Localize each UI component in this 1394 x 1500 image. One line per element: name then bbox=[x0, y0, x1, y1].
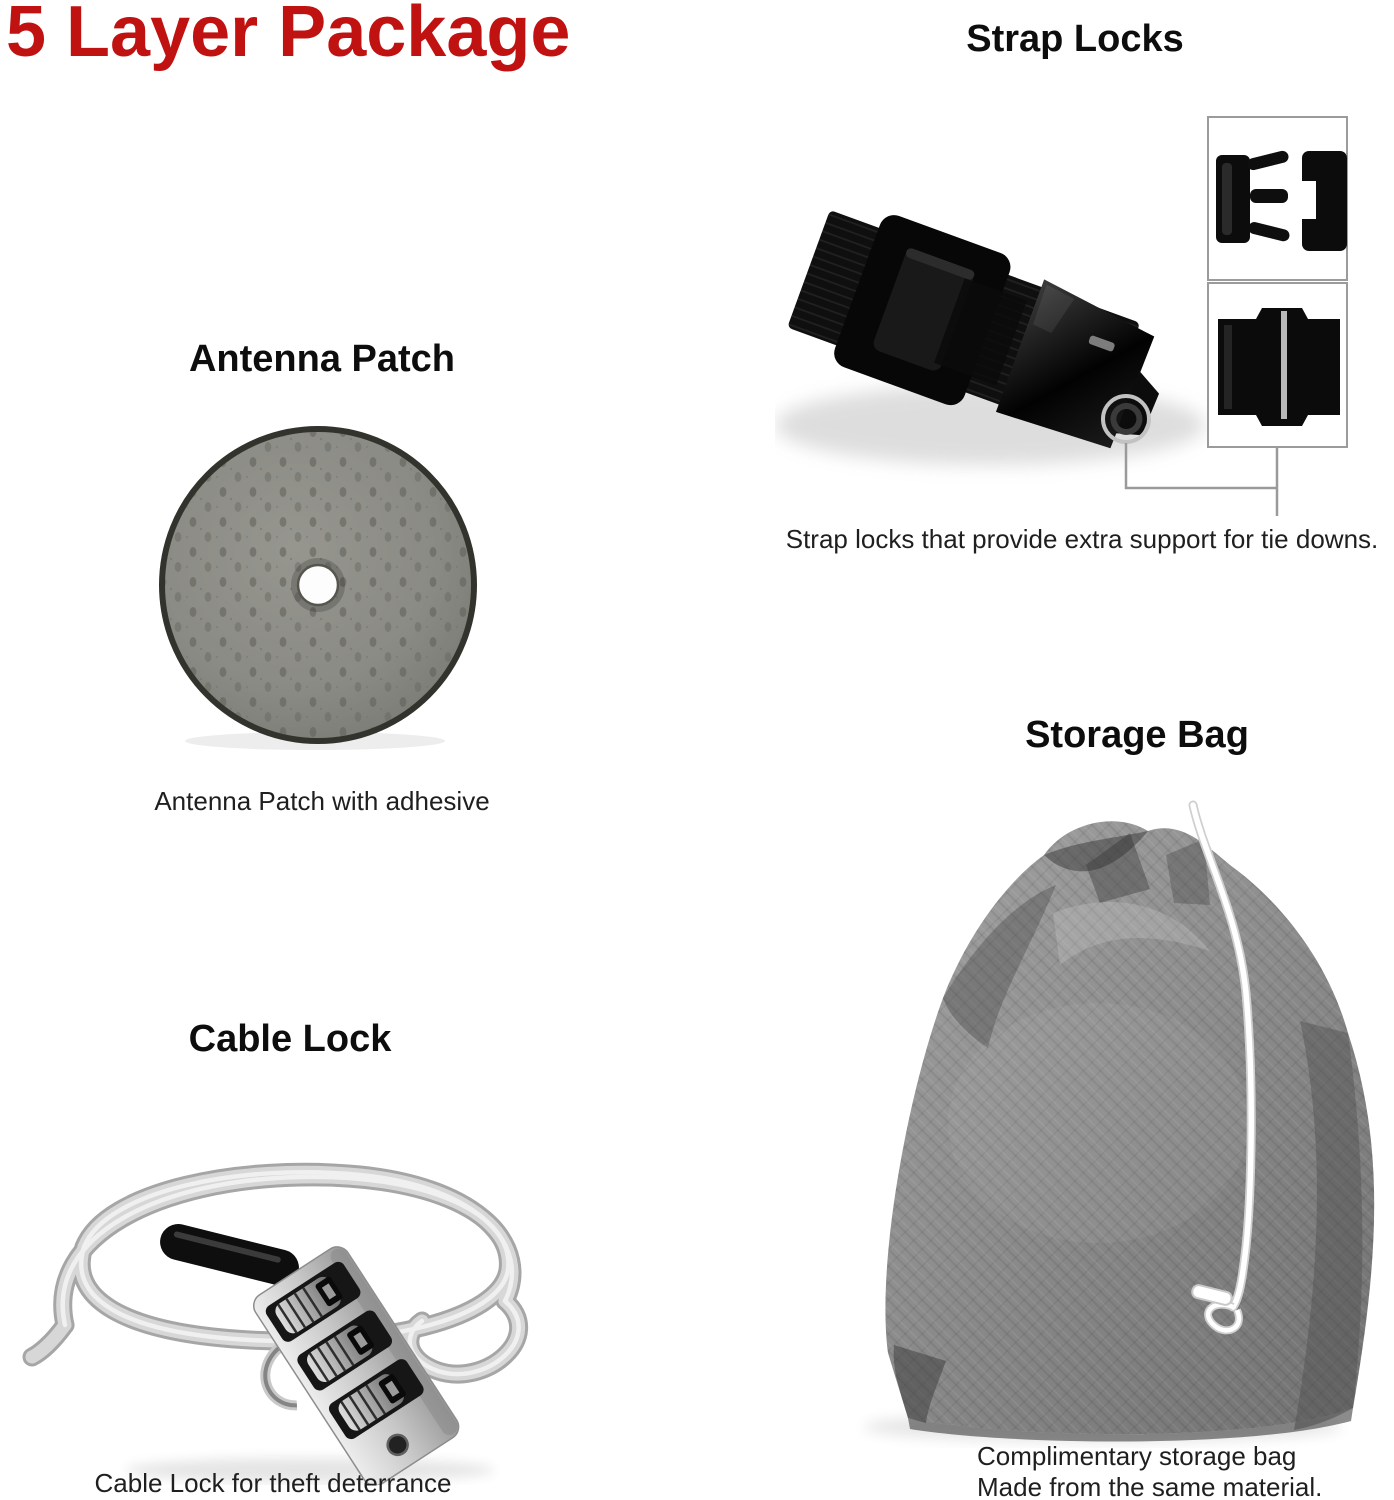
antenna-patch-caption: Antenna Patch with adhesive bbox=[154, 786, 490, 816]
inset-box-unclipped bbox=[1208, 117, 1347, 280]
inset-box-clipped bbox=[1208, 283, 1347, 447]
storage-bag-caption bbox=[977, 1441, 1394, 1500]
strap-locks-caption: Strap locks that provide extra support for tie downs. bbox=[785, 524, 1379, 554]
cable-lock-caption: Cable Lock for theft deterrance bbox=[94, 1468, 452, 1498]
storage-bag-body bbox=[885, 821, 1374, 1441]
storage-bag-heading: Storage Bag bbox=[1025, 714, 1249, 756]
storage-bag-caption-line2: Made from the same material. bbox=[977, 1472, 1323, 1500]
patch-center-hole bbox=[298, 565, 338, 605]
cable-lock-photo bbox=[10, 1085, 555, 1485]
cable-ferrule bbox=[156, 1220, 302, 1289]
storage-bag-photo bbox=[848, 793, 1394, 1448]
strap-locks-heading: Strap Locks bbox=[966, 18, 1184, 60]
cable-lock-heading: Cable Lock bbox=[188, 1018, 392, 1060]
antenna-patch-photo bbox=[155, 423, 485, 753]
page-title: 5 Layer Package bbox=[6, 0, 571, 72]
storage-bag-caption-line1: Complimentary storage bag bbox=[977, 1441, 1297, 1471]
antenna-patch-heading: Antenna Patch bbox=[188, 338, 456, 380]
strap-locks-photo bbox=[775, 95, 1394, 535]
